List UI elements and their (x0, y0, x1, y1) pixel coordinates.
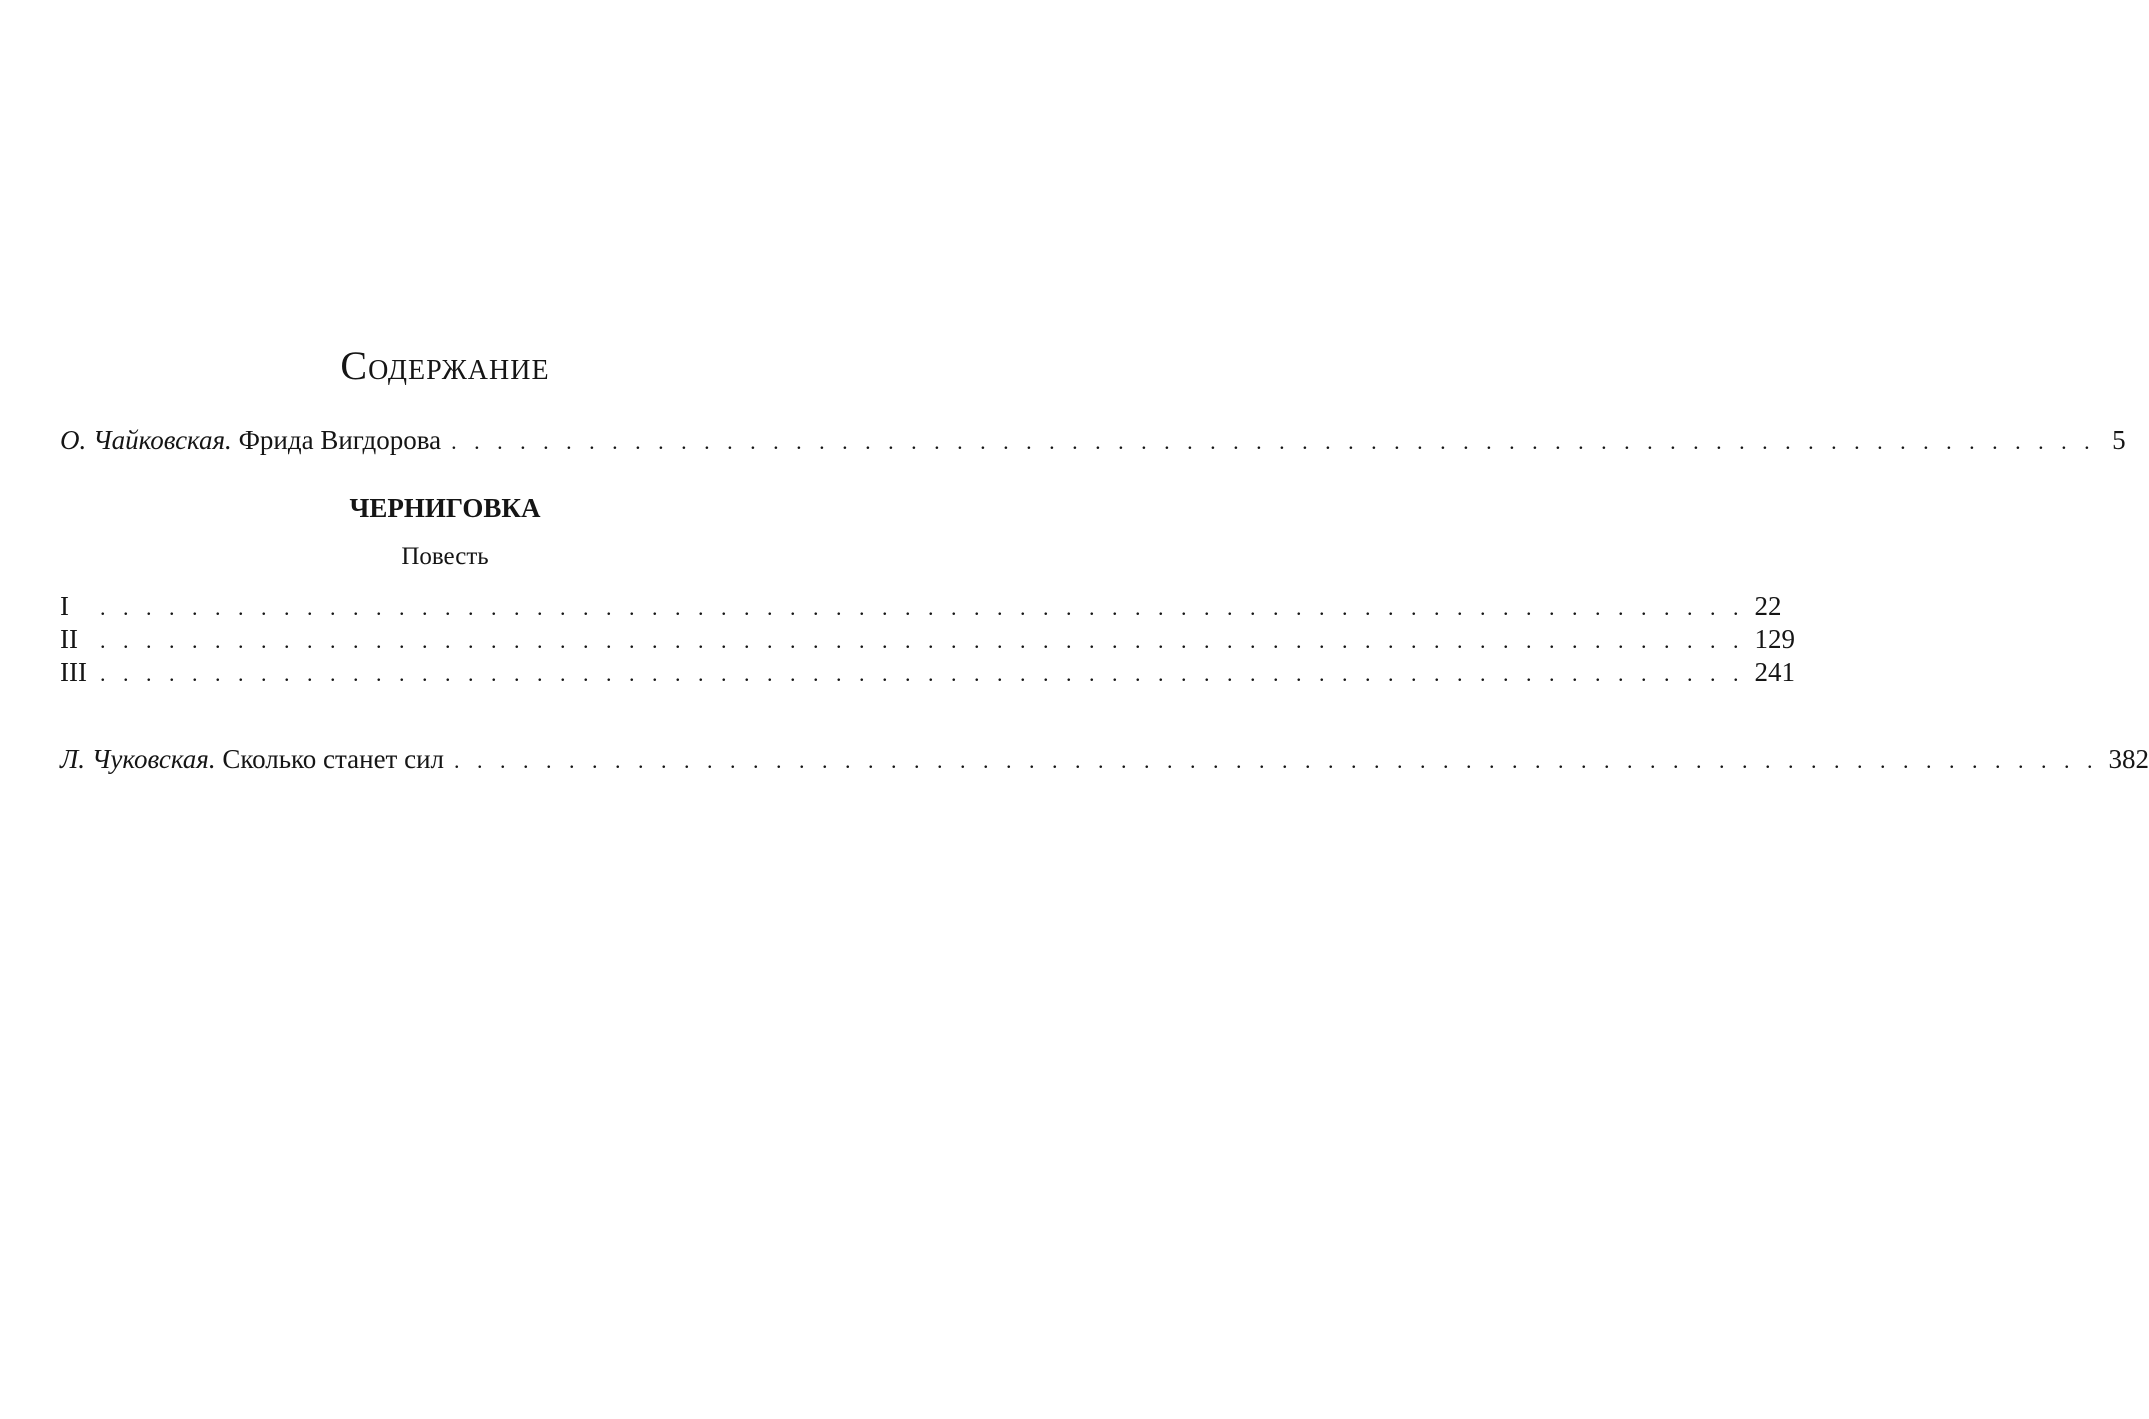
toc-entry-chukovskaya (60, 742, 2149, 778)
page-number: 382 (2108, 744, 2149, 774)
entry-title: Фрида Вигдорова (231, 425, 442, 455)
page-number: 129 (1754, 624, 1795, 654)
dot-leader: . . . . . . . . . . . . . . . . . . . . . . . . . . . . . . . . . . . . . . . . . . . . . . . . . . . . . . . . . . . . . . . . . . . . . . . . (100, 661, 1745, 686)
page-number: 22 (1754, 591, 1782, 621)
dot-leader: . . . . . . . . . . . . . . . . . . . . . . . . . . . . . . . . . . . . . . . . . . . . . . . . . . . . . . . . . . . . . . . . . . . . . . . . (451, 429, 2096, 454)
toc-entry-label (60, 742, 444, 776)
part-label: II (60, 624, 78, 654)
dot-leader: . . . . . . . . . . . . . . . . . . . . . . . . . . . . . . . . . . . . . . . . . . . . . . . . . . . . . . . . . . . . . . . . . . . . . . . . (100, 595, 1745, 620)
entry-author: О. Чайковская. (60, 425, 232, 455)
section-subtitle: Повесть (401, 543, 489, 570)
section-title: ЧЕРНИГОВКА (349, 493, 541, 523)
page-number: 241 (1754, 657, 1795, 687)
toc-entry-part-1 (60, 589, 1782, 625)
dot-leader: . . . . . . . . . . . . . . . . . . . . . . . . . . . . . . . . . . . . . . . . . . . . . . . . . . . . . . . . . . . . . . . . . . . . . . . . (100, 628, 1745, 653)
toc-entry-label (60, 423, 441, 457)
entry-title: Сколько станет сил (215, 744, 445, 774)
toc-entry-chaikovskaya (60, 423, 2126, 459)
entry-author: Л. Чуковская. (60, 744, 216, 774)
toc-entry-part-2 (60, 622, 1795, 658)
part-label: I (60, 591, 69, 621)
dot-leader: . . . . . . . . . . . . . . . . . . . . . . . . . . . . . . . . . . . . . . . . . . . . . . . . . . . . . . . . . . . . . . . . . . . . . . . . (454, 748, 2099, 773)
page-number: 5 (2112, 425, 2126, 455)
contents-heading: Содержание (340, 343, 550, 388)
part-label: III (60, 657, 87, 687)
toc-entry-part-3 (60, 655, 1795, 691)
